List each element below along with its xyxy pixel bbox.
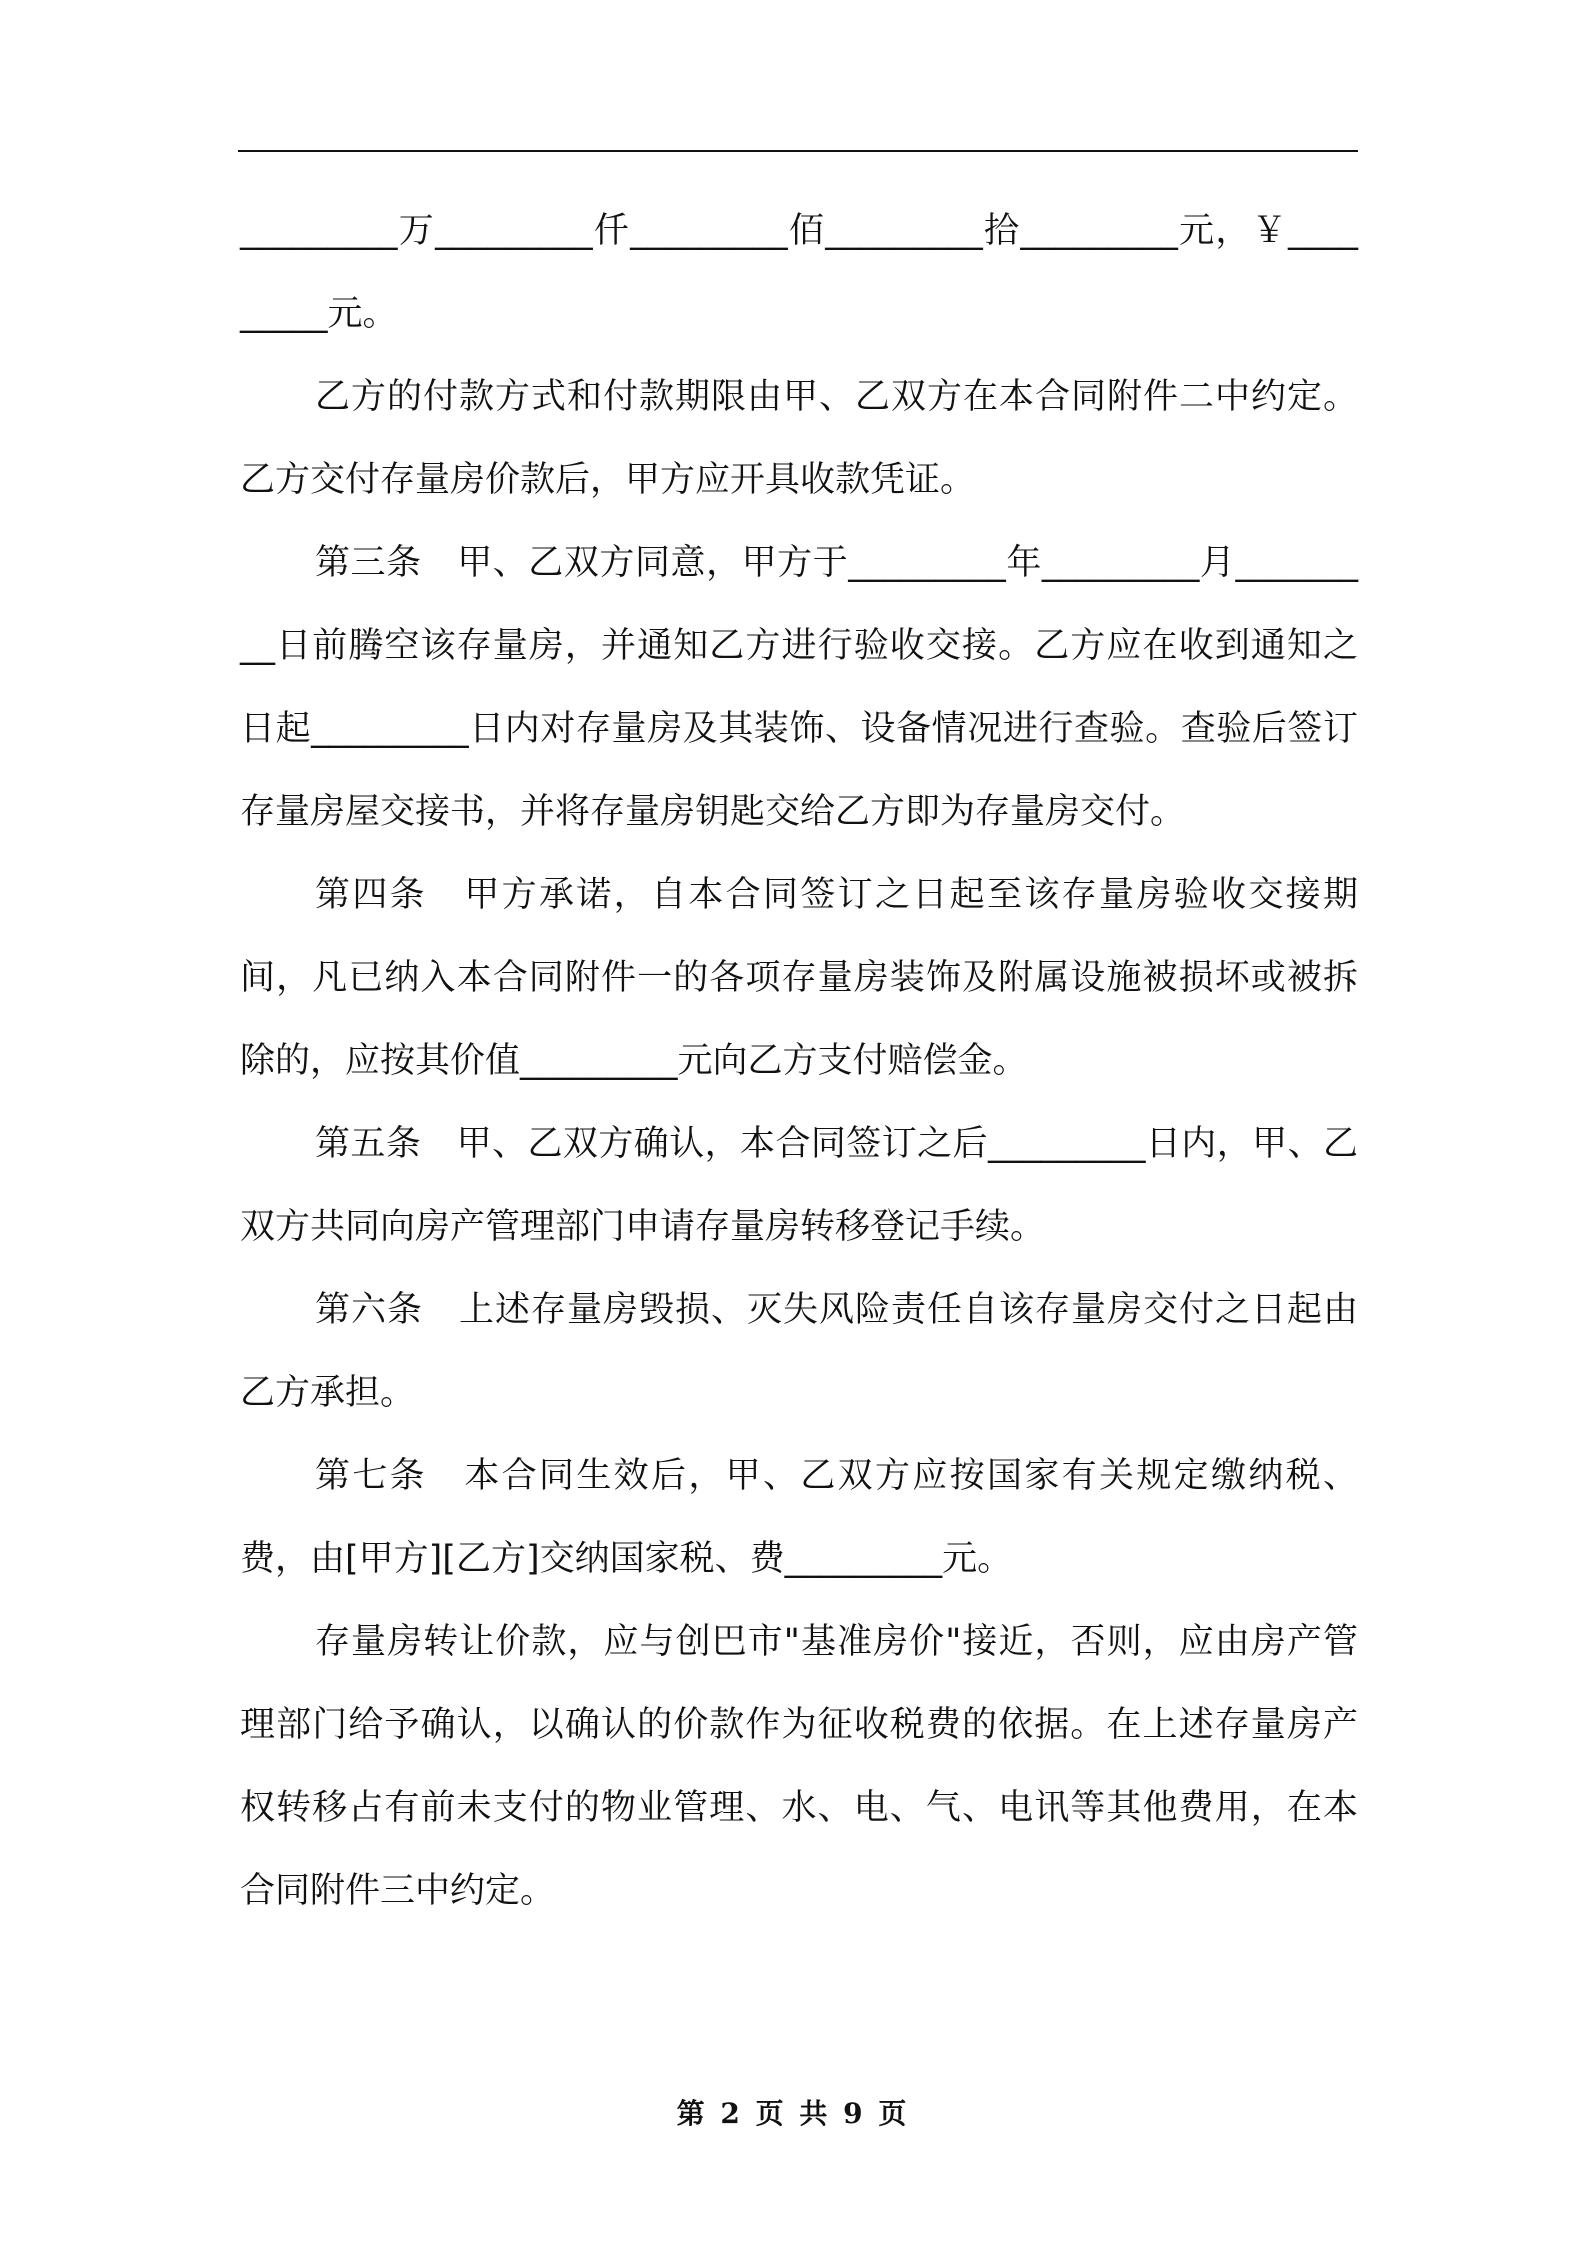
- page-number: 第 2 页 共 9 页: [676, 2097, 910, 2130]
- paragraph-article-5: 第五条 甲、乙双方确认，本合同签订之后_________日内，甲、乙双方共同向房产管理部门申请存量房转移登记手续。: [240, 1124, 1358, 1247]
- paragraph-article-4: 第四条 甲方承诺，自本合同签订之日起至该存量房验收交接期间，凡已纳入本合同附件一的各项存量房装饰及附属设施被损坏或被拆除的，应按其价值_________元向乙方支付赔偿金。: [240, 875, 1358, 1081]
- paragraph-article-6: 第六条 上述存量房毁损、灭失风险责任自该存量房交付之日起由乙方承担。: [240, 1290, 1358, 1413]
- header-rule: [238, 150, 1358, 152]
- paragraph-article-7: 第七条 本合同生效后，甲、乙双方应按国家有关规定缴纳税、费，由[甲方][乙方]交纳国家税、费_________元。: [240, 1456, 1358, 1579]
- paragraph-article-3: 第三条 甲、乙双方同意，甲方于_________年_________月_________日前腾空该存量房，并通知乙方进行验收交接。乙方应在收到通知之日起_________日内对存量房及其装饰、设备情况进行查验。查验后签订存量房屋交接书，并将存量房钥匙交给乙方即为存量房交付。: [240, 543, 1358, 832]
- paragraph-price-amount: _________万_________仟_________佰_________拾_________元，￥_________元。: [240, 211, 1358, 334]
- paragraph-payment-method: 乙方的付款方式和付款期限由甲、乙双方在本合同附件二中约定。乙方交付存量房价款后，甲方应开具收款凭证。: [240, 377, 1358, 500]
- paragraph-transfer-price: 存量房转让价款，应与创巴市"基准房价"接近，否则，应由房产管理部门给予确认，以确认的价款作为征收税费的依据。在上述存量房产权转移占有前未支付的物业管理、水、电、气、电讯等其他费用，在本合同附件三中约定。: [240, 1622, 1358, 1911]
- document-body: [240, 190, 1358, 1933]
